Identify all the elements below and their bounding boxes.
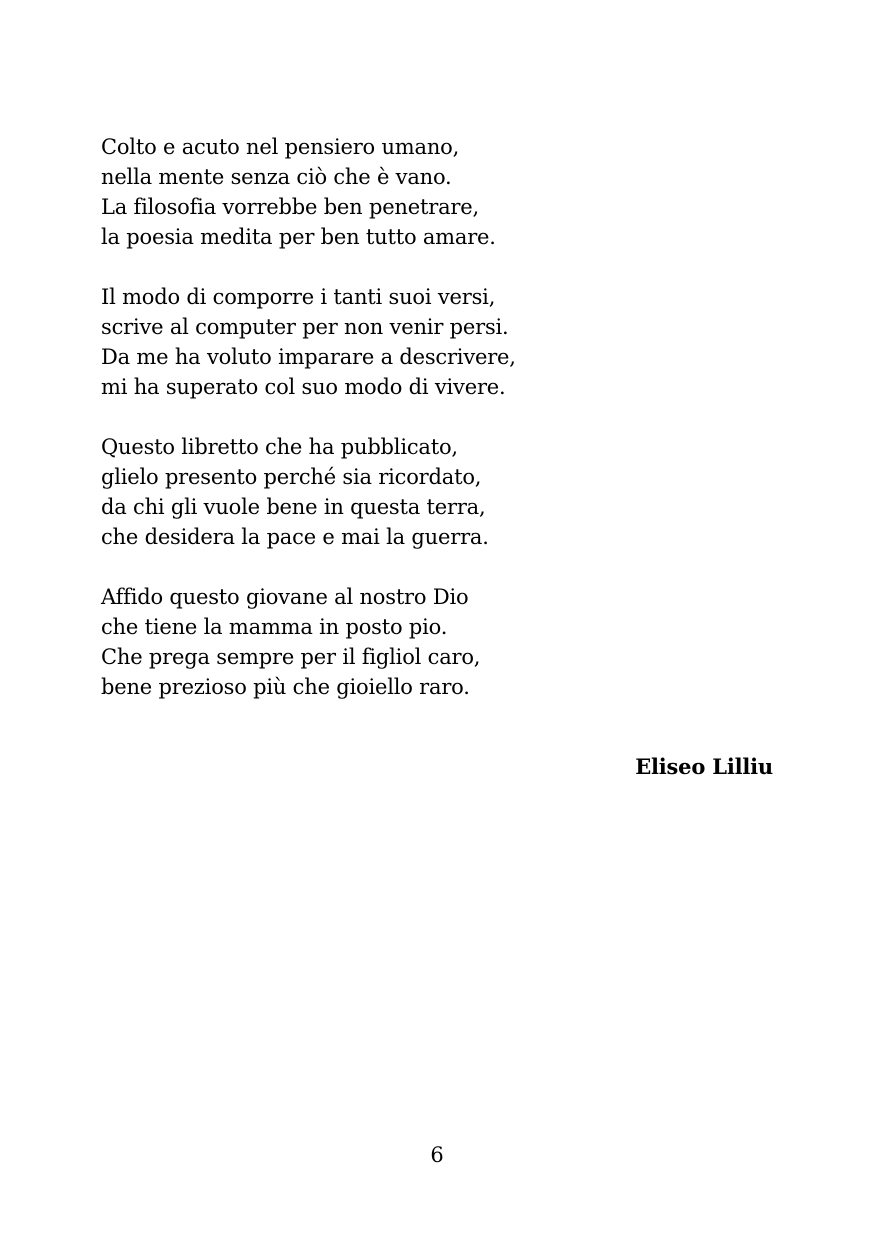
poem-line: Colto e acuto nel pensiero umano, <box>101 135 460 159</box>
poem-line: mi ha superato col suo modo di vivere. <box>101 375 506 399</box>
poem-line: che tiene la mamma in posto pio. <box>101 615 448 639</box>
stanza-2 <box>101 282 781 402</box>
poem-line: la poesia medita per ben tutto amare. <box>101 225 496 249</box>
poem-line: Affido questo giovane al nostro Dio <box>101 585 469 609</box>
stanza-4 <box>101 582 781 702</box>
poem-line: da chi gli vuole bene in questa terra, <box>101 495 486 519</box>
poem-line: glielo presento perché sia ricordato, <box>101 465 482 489</box>
poem-line: Da me ha voluto imparare a descrivere, <box>101 345 516 369</box>
poem-line: bene prezioso più che gioiello raro. <box>101 675 470 699</box>
poem-line: Il modo di comporre i tanti suoi versi, <box>101 285 496 309</box>
poem-line: Che prega sempre per il figliol caro, <box>101 645 481 669</box>
poem-line: che desidera la pace e mai la guerra. <box>101 525 489 549</box>
author-signature: Eliseo Lilliu <box>635 754 773 779</box>
poem-line: La filosofia vorrebbe ben penetrare, <box>101 195 479 219</box>
poem-line: scrive al computer per non venir persi. <box>101 315 509 339</box>
poem-line: Questo libretto che ha pubblicato, <box>101 435 458 459</box>
stanza-1 <box>101 132 781 252</box>
page-number: 6 <box>430 1143 444 1167</box>
poem-line: nella mente senza ciò che è vano. <box>101 165 452 189</box>
stanza-3 <box>101 432 781 552</box>
poem <box>101 132 781 732</box>
